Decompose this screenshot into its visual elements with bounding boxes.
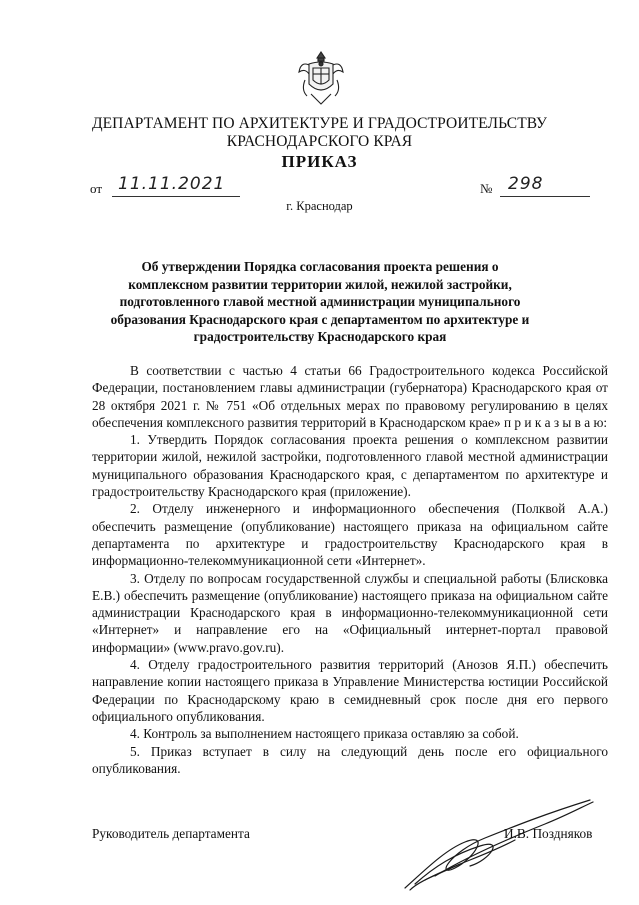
order-body [92,362,608,777]
department-name-line2: КРАСНОДАРСКОГО КРАЯ [226,133,413,150]
body-paragraph: В соответствии с частью 4 статьи 66 Градостроительного кодекса Российской Федерации, постановлением главы администрации (губернатора) Краснодарского края от 28 октября 2021 г. № 751 «Об отдельных мерах по правовому регулированию в целях обеспечения комплексного развития территорий в Краснодарском крае» п р и к а з ы в а ю: [92,363,608,430]
number-underline [500,196,590,197]
order-subject: Об утверждении Порядка согласования проекта решения о комплексном развитии территории жилой, нежилой застройки, подготовленного главой местной администрации муниципального образования Краснодарского края с департаментом по архитектуре и градостроительству Краснодарского края [110,259,530,344]
body-paragraph: 2. Отделу инженерного и информационного обеспечения (Полквой А.А.) обеспечить размещение (опубликование) настоящего приказа на официальном сайте департамента по архитектуре и градостроительству Краснодарского края в информационно-телекоммуникационной сети «Интернет». [92,501,608,569]
document-type-title: ПРИКАЗ [281,152,358,171]
coat-of-arms-icon [297,50,345,106]
body-paragraph: 1. Утвердить Порядок согласования проекта решения о комплексном развитии территории жилой, нежилой застройки, подготовленного главой местной администрации муниципального образования Краснодарского края, с департаментом по архитектуре и градостроительству Краснодарского края (приложение). [92,432,608,500]
body-paragraph: 4. Отделу градостроительного развития территорий (Анозов Я.П.) обеспечить направление копии настоящего приказа в Управление Министерства юстиции Российской Федерации по Краснодарскому краю в семидневный срок после дня его первого официального опубликования. [92,657,608,724]
date-value: 11.11.2021 [118,174,226,194]
date-prefix: от [90,181,103,196]
department-name-line1: ДЕПАРТАМЕНТ ПО АРХИТЕКТУРЕ И ГРАДОСТРОИТЕЛЬСТВУ [91,115,548,132]
city-label: г. Краснодар [286,199,353,213]
body-paragraph: 3. Отделу по вопросам государственной службы и специальной работы (Блисковка Е.В.) обеспечить размещение (опубликование) настоящего приказа на официальном сайте администрации Краснодарского края в информационно-телекоммуникационной сети «Интернет» и направление его на «Официальный интернет-портал правовой информации» (www.pravo.gov.ru). [92,570,608,655]
date-underline [112,196,240,197]
number-value: 298 [508,174,544,194]
number-prefix: № [480,181,493,196]
signer-title: Руководитель департамента [92,826,250,841]
body-paragraph: 5. Приказ вступает в силу на следующий день после его официального опубликования. [92,743,608,776]
signer-name: И.В. Поздняков [504,826,593,841]
body-paragraph: 4. Контроль за выполнением настоящего приказа оставляю за собой. [130,726,519,742]
